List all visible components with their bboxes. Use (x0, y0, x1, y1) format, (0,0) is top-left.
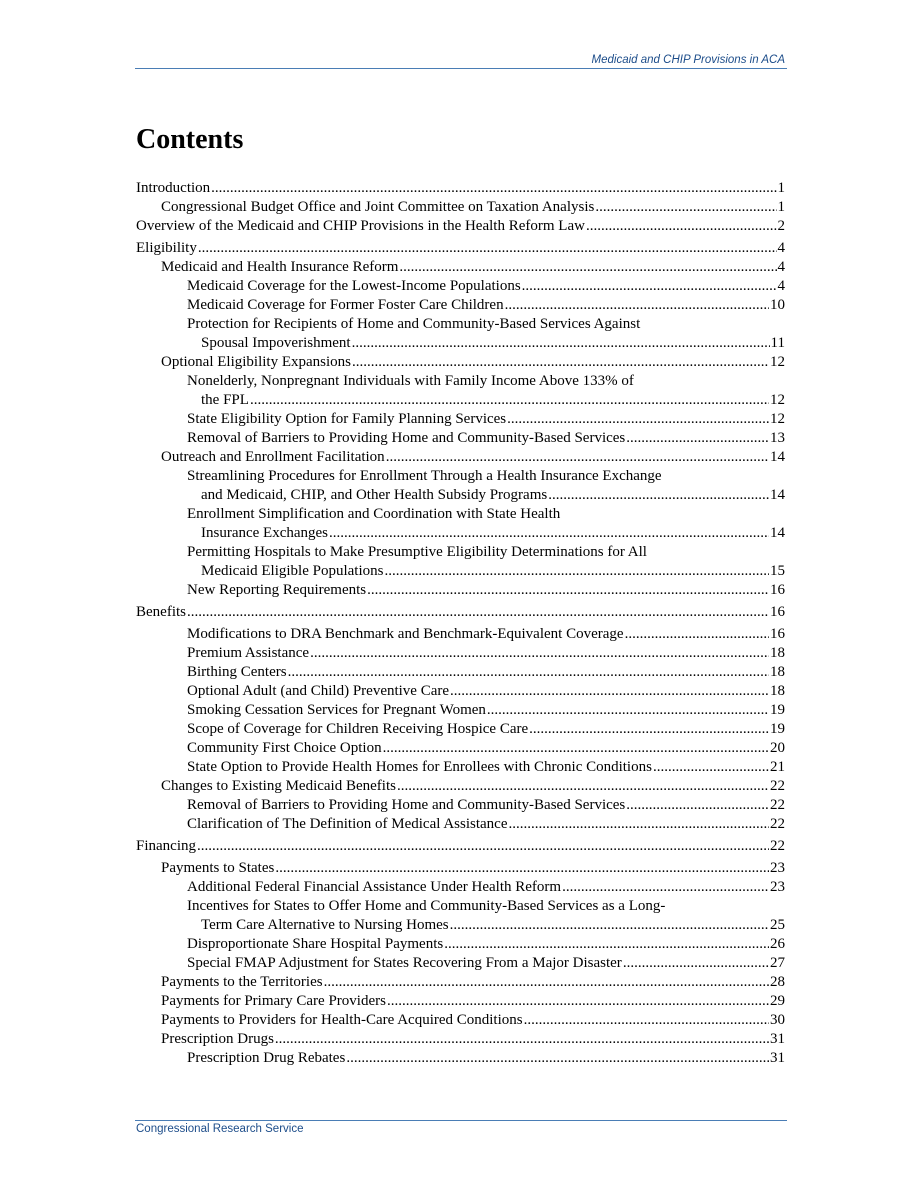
toc-page-number: 22 (770, 797, 785, 813)
toc-entry-text: Enrollment Simplification and Coordination with State Health (187, 506, 561, 522)
toc-page-number: 1 (777, 199, 785, 215)
dot-leader (211, 179, 776, 198)
toc-page-number: 31 (770, 1050, 785, 1066)
toc-entry-text: Removal of Barriers to Providing Home and Community-Based Services (187, 797, 626, 813)
toc-page-number: 25 (770, 917, 785, 933)
dot-leader (450, 916, 769, 935)
toc-entry[interactable] (136, 372, 785, 410)
toc-entry[interactable] (136, 897, 785, 935)
dot-leader (250, 391, 769, 410)
dot-leader (626, 429, 769, 448)
toc-page-number: 11 (770, 335, 785, 351)
toc-entry-text: and Medicaid, CHIP, and Other Health Subsidy Programs (201, 487, 548, 503)
toc-page-number: 18 (770, 664, 785, 680)
toc-entry-text: Disproportionate Share Hospital Payments (187, 936, 444, 952)
toc-page-number: 4 (777, 240, 785, 256)
toc-entry[interactable] (136, 935, 785, 954)
toc-entry-text: Smoking Cessation Services for Pregnant Women (187, 702, 486, 718)
toc-entry[interactable] (136, 644, 785, 663)
toc-page-number: 4 (777, 278, 785, 294)
toc-entry-text: Payments to States (161, 860, 275, 876)
dot-leader (352, 353, 769, 372)
toc-entry-text: Nonelderly, Nonpregnant Individuals with Family Income Above 133% of (187, 373, 634, 389)
dot-leader (387, 992, 769, 1011)
footer-rule (135, 1120, 787, 1121)
toc-page-number: 26 (770, 936, 785, 952)
toc-entry[interactable] (136, 239, 785, 258)
toc-page-number: 27 (770, 955, 785, 971)
toc-entry[interactable] (136, 198, 785, 217)
toc-entry-text: Term Care Alternative to Nursing Homes (201, 917, 449, 933)
toc-entry-text: Optional Adult (and Child) Preventive Care (187, 683, 450, 699)
dot-leader (384, 562, 769, 581)
toc-entry-text: Permitting Hospitals to Make Presumptive Eligibility Determinations for All (187, 544, 647, 560)
toc-entry-text: Prescription Drugs (161, 1031, 274, 1047)
dot-leader (586, 217, 777, 236)
toc-entry[interactable] (136, 581, 785, 600)
dot-leader (367, 581, 769, 600)
dot-leader (399, 258, 776, 277)
dot-leader (450, 682, 769, 701)
dot-leader (505, 296, 769, 315)
toc-entry-text: Incentives for States to Offer Home and Community-Based Services as a Long- (187, 898, 666, 914)
toc-entry-text: Congressional Budget Office and Joint Committee on Taxation Analysis (161, 199, 595, 215)
dot-leader (444, 935, 769, 954)
toc-entry-text: Birthing Centers (187, 664, 287, 680)
dot-leader (487, 701, 769, 720)
toc-page-number: 22 (770, 816, 785, 832)
toc-entry-text: State Eligibility Option for Family Planning Services (187, 411, 507, 427)
dot-leader (198, 239, 777, 258)
dot-leader (310, 644, 769, 663)
toc-entry[interactable] (136, 315, 785, 353)
toc-entry-text: Medicaid Coverage for the Lowest-Income Populations (187, 278, 521, 294)
toc-page-number: 16 (770, 582, 785, 598)
toc-entry[interactable] (136, 992, 785, 1011)
toc-entry[interactable] (136, 758, 785, 777)
toc-entry[interactable] (136, 1030, 785, 1049)
dot-leader (562, 878, 769, 897)
dot-leader (383, 739, 769, 758)
toc-entry-text: Medicaid and Health Insurance Reform (161, 259, 399, 275)
toc-entry-text: New Reporting Requirements (187, 582, 367, 598)
toc-page-number: 23 (770, 860, 785, 876)
toc-entry-text: Premium Assistance (187, 645, 310, 661)
toc-page-number: 14 (770, 487, 785, 503)
toc-page-number: 23 (770, 879, 785, 895)
toc-entry[interactable] (136, 720, 785, 739)
dot-leader (626, 796, 769, 815)
dot-leader (329, 524, 769, 543)
toc-entry[interactable] (136, 973, 785, 992)
dot-leader (197, 837, 769, 856)
toc-entry[interactable] (136, 277, 785, 296)
toc-page-number: 20 (770, 740, 785, 756)
toc-entry[interactable] (136, 410, 785, 429)
toc-page-number: 12 (770, 411, 785, 427)
toc-entry-text: Community First Choice Option (187, 740, 382, 756)
toc-entry-text: Outreach and Enrollment Facilitation (161, 449, 385, 465)
page-title: Contents (136, 124, 244, 155)
dot-leader (529, 720, 769, 739)
toc-entry-text: Additional Federal Financial Assistance Under Health Reform (187, 879, 562, 895)
dot-leader (595, 198, 776, 217)
toc-entry[interactable] (136, 603, 785, 622)
toc-page-number: 16 (770, 626, 785, 642)
toc-entry[interactable] (136, 1049, 785, 1068)
toc-entry[interactable] (136, 954, 785, 973)
toc-entry-text: Introduction (136, 180, 211, 196)
toc-entry-text: Medicaid Coverage for Former Foster Care Children (187, 297, 504, 313)
toc-entry[interactable] (136, 448, 785, 467)
toc-entry[interactable] (136, 217, 785, 236)
toc-entry[interactable] (136, 777, 785, 796)
toc-page-number: 18 (770, 645, 785, 661)
toc-page-number: 18 (770, 683, 785, 699)
toc-page-number: 14 (770, 525, 785, 541)
toc-entry-text: Financing (136, 838, 196, 854)
dot-leader (623, 954, 769, 973)
toc-entry[interactable] (136, 739, 785, 758)
dot-leader (522, 277, 777, 296)
toc-entry-text: Eligibility (136, 240, 197, 256)
toc-entry-text: Spousal Impoverishment (201, 335, 351, 351)
header-rule (135, 68, 787, 69)
toc-entry-text: Payments to the Territories (161, 974, 323, 990)
dot-leader (386, 448, 769, 467)
toc-entry[interactable] (136, 353, 785, 372)
toc-entry[interactable] (136, 663, 785, 682)
toc-entry-text: Modifications to DRA Benchmark and Benchmark-Equivalent Coverage (187, 626, 624, 642)
toc-entry[interactable] (136, 837, 785, 856)
toc-page-number: 12 (770, 392, 785, 408)
toc-page-number: 1 (777, 180, 785, 196)
toc-entry-text: Protection for Recipients of Home and Community-Based Services Against (187, 316, 641, 332)
toc-page-number: 30 (770, 1012, 785, 1028)
toc-entry[interactable] (136, 505, 785, 543)
toc-entry[interactable] (136, 429, 785, 448)
dot-leader (275, 859, 769, 878)
toc-page-number: 22 (770, 838, 785, 854)
toc-page-number: 29 (770, 993, 785, 1009)
dot-leader (548, 486, 769, 505)
toc-page-number: 12 (770, 354, 785, 370)
dot-leader (625, 625, 769, 644)
toc-page-number: 4 (777, 259, 785, 275)
toc-entry[interactable] (136, 625, 785, 644)
toc-entry-text: Optional Eligibility Expansions (161, 354, 351, 370)
toc-entry[interactable] (136, 467, 785, 505)
dot-leader (187, 603, 769, 622)
toc-page-number: 2 (777, 218, 785, 234)
toc-entry[interactable] (136, 543, 785, 581)
table-of-contents (136, 176, 785, 1068)
dot-leader (507, 410, 769, 429)
toc-entry-text: Changes to Existing Medicaid Benefits (161, 778, 396, 794)
toc-entry[interactable] (136, 296, 785, 315)
toc-entry[interactable] (136, 258, 785, 277)
toc-entry[interactable] (136, 878, 785, 897)
toc-entry-text: Insurance Exchanges (201, 525, 329, 541)
toc-page-number: 31 (770, 1031, 785, 1047)
dot-leader (275, 1030, 769, 1049)
toc-entry[interactable] (136, 179, 785, 198)
toc-page-number: 10 (770, 297, 785, 313)
toc-page-number: 13 (770, 430, 785, 446)
toc-page-number: 19 (770, 721, 785, 737)
dot-leader (524, 1011, 769, 1030)
toc-page-number: 22 (770, 778, 785, 794)
toc-entry-text: Streamlining Procedures for Enrollment Through a Health Insurance Exchange (187, 468, 662, 484)
footer-organization: Congressional Research Service (136, 1123, 304, 1135)
running-header: Medicaid and CHIP Provisions in ACA (591, 54, 785, 66)
dot-leader (346, 1049, 769, 1068)
toc-entry-text: Payments for Primary Care Providers (161, 993, 386, 1009)
toc-entry-text: Removal of Barriers to Providing Home and Community-Based Services (187, 430, 626, 446)
dot-leader (324, 973, 769, 992)
toc-entry-text: Overview of the Medicaid and CHIP Provisions in the Health Reform Law (136, 218, 585, 234)
dot-leader (653, 758, 769, 777)
dot-leader (352, 334, 770, 353)
toc-entry-text: Payments to Providers for Health-Care Acquired Conditions (161, 1012, 523, 1028)
toc-entry-text: Benefits (136, 604, 186, 620)
toc-entry-text: Clarification of The Definition of Medical Assistance (187, 816, 508, 832)
toc-entry-text: State Option to Provide Health Homes for Enrollees with Chronic Conditions (187, 759, 652, 775)
dot-leader (397, 777, 769, 796)
toc-page-number: 16 (770, 604, 785, 620)
toc-entry[interactable] (136, 815, 785, 834)
dot-leader (508, 815, 769, 834)
toc-entry[interactable] (136, 701, 785, 720)
toc-entry-text: Prescription Drug Rebates (187, 1050, 346, 1066)
toc-page-number: 14 (770, 449, 785, 465)
toc-entry[interactable] (136, 682, 785, 701)
toc-page-number: 21 (770, 759, 785, 775)
toc-page-number: 28 (770, 974, 785, 990)
toc-entry[interactable] (136, 859, 785, 878)
toc-entry-text: Medicaid Eligible Populations (201, 563, 384, 579)
toc-entry-text: the FPL (201, 392, 249, 408)
toc-entry-text: Scope of Coverage for Children Receiving Hospice Care (187, 721, 529, 737)
toc-page-number: 19 (770, 702, 785, 718)
toc-entry-text: Special FMAP Adjustment for States Recovering From a Major Disaster (187, 955, 622, 971)
toc-page-number: 15 (770, 563, 785, 579)
toc-entry[interactable] (136, 796, 785, 815)
dot-leader (288, 663, 769, 682)
toc-entry[interactable] (136, 1011, 785, 1030)
